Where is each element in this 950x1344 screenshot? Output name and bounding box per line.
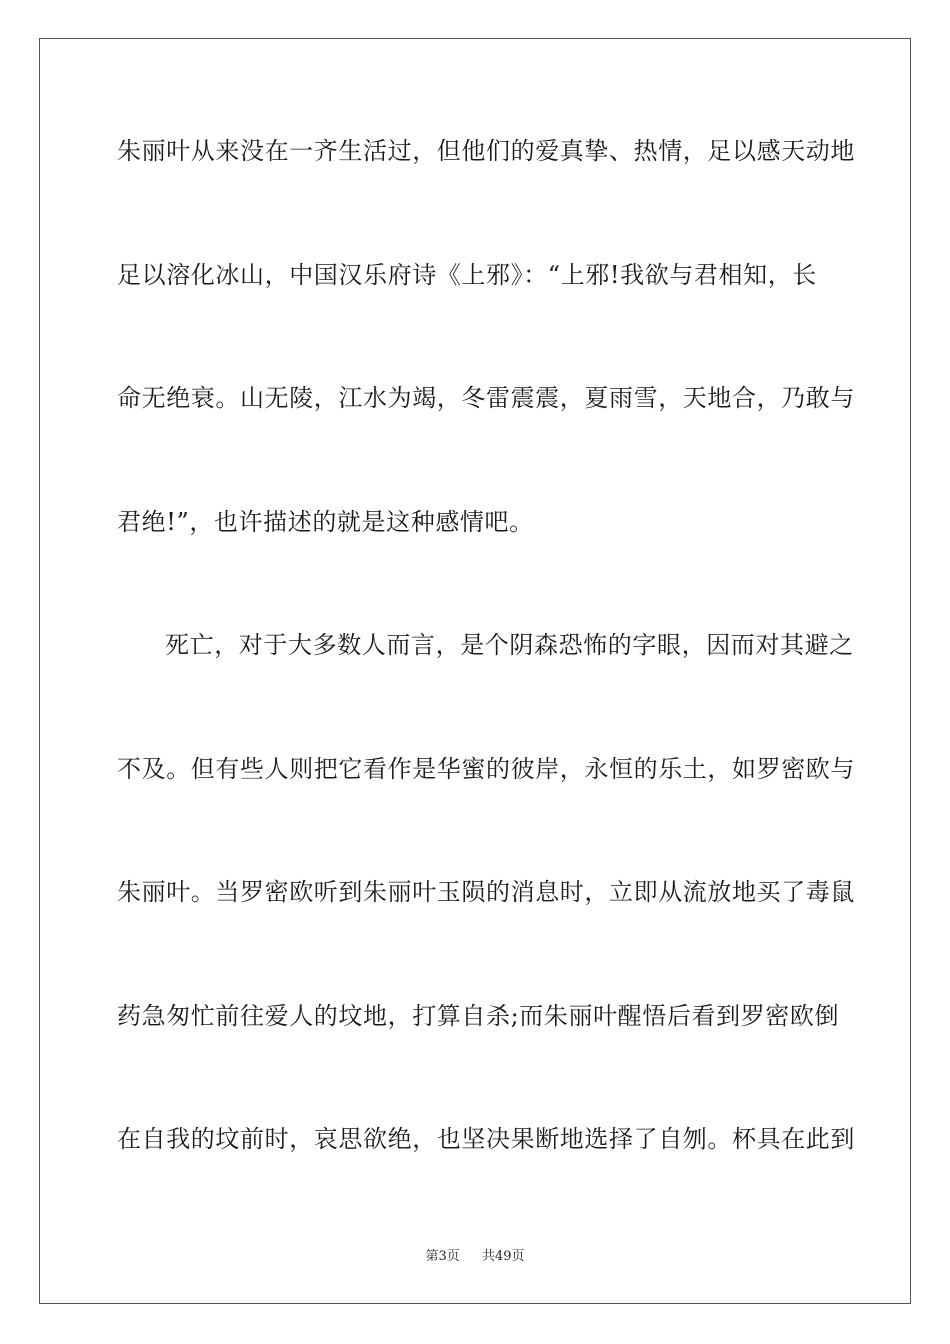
- paragraph-line: 足以溶化冰山，中国汉乐府诗《上邪》：“上邪!我欲与君相知，长: [117, 261, 817, 289]
- page-number: 第3页: [425, 1249, 460, 1264]
- total-pages: 共49页: [482, 1249, 525, 1264]
- paragraph-line: 药急匆忙前往爱人的坟地，打算自杀;而朱丽叶醒悟后看到罗密欧倒: [117, 1002, 840, 1030]
- page-border: [39, 38, 911, 1304]
- paragraph-line: 朱丽叶从来没在一齐生活过，但他们的爱真挚、热情，足以感天动地: [117, 137, 855, 165]
- paragraph-line: 不及。但有些人则把它看作是华蜜的彼岸，永恒的乐土，如罗密欧与: [117, 755, 855, 783]
- paragraph-line: 君绝!”，也许描述的就是这种感情吧。: [117, 508, 534, 536]
- paragraph-line: 朱丽叶。当罗密欧听到朱丽叶玉陨的消息时，立即从流放地买了毒鼠: [117, 878, 855, 906]
- paragraph-line: 在自我的坟前时，哀思欲绝，也坚决果断地选择了自刎。杯具在此到: [117, 1125, 855, 1153]
- paragraph-line: 命无绝衰。山无陵，江水为竭，冬雷震震，夏雨雪，天地合，乃敢与: [117, 384, 855, 412]
- paragraph-line: 死亡，对于大多数人而言，是个阴森恐怖的字眼，因而对其避之: [165, 631, 854, 659]
- page-footer: [0, 1247, 950, 1267]
